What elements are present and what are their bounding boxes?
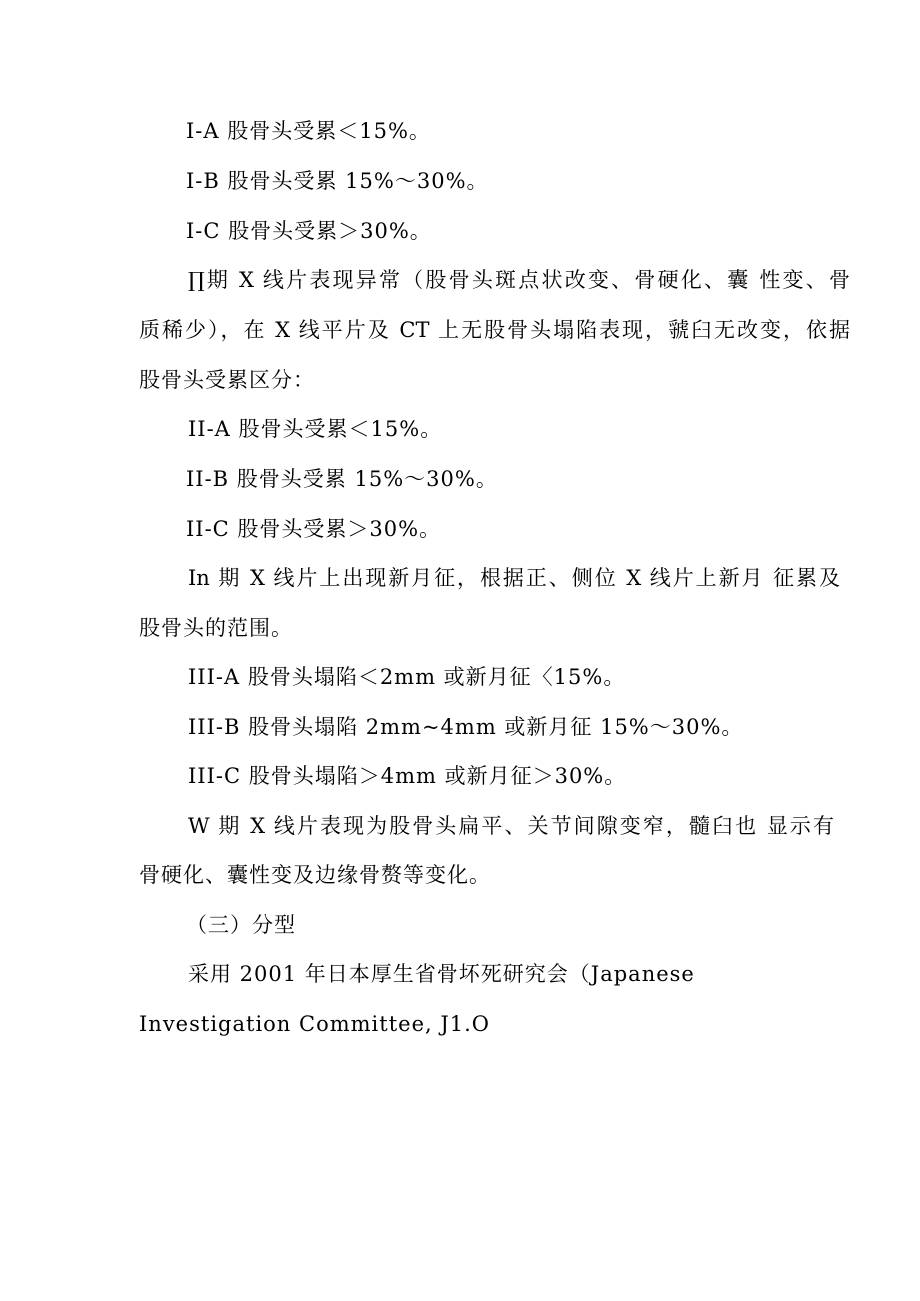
stage-3b-line: III-B 股骨头塌陷 2mm~4mm 或新月征 15%～30%。 bbox=[188, 715, 744, 739]
stage-2a-line: II-A 股骨头受累＜15%。 bbox=[188, 417, 443, 441]
classification-paragraph-line-2: Investigation Committee, J1.O bbox=[139, 1012, 491, 1036]
stage-4-paragraph-line-2: 骨硬化、囊性变及边缘骨赘等变化。 bbox=[139, 863, 491, 887]
stage-2c-line: II-C 股骨头受累＞30%。 bbox=[186, 517, 442, 541]
stage-3-paragraph-line-1: In 期 X 线片上出现新月征，根据正、侧位 X 线片上新月 征累及 bbox=[188, 566, 840, 590]
stage-1c-line: I-C 股骨头受累＞30%。 bbox=[186, 219, 432, 243]
classification-paragraph-line-1: 采用 2001 年日本厚生省骨坏死研究会（Japanese bbox=[188, 962, 695, 986]
stage-1b-line: I-B 股骨头受累 15%～30%。 bbox=[186, 169, 489, 193]
section-heading-classification: （三）分型 bbox=[186, 913, 296, 937]
stage-3a-line: III-A 股骨头塌陷＜2mm 或新月征〈15%。 bbox=[188, 665, 626, 689]
stage-3-paragraph-line-2: 股骨头的范围。 bbox=[139, 616, 293, 640]
stage-3c-line: III-C 股骨头塌陷＞4mm 或新月征＞30%。 bbox=[188, 764, 627, 788]
stage-2-paragraph-line-3: 股骨头受累区分： bbox=[139, 368, 315, 392]
stage-2-paragraph-line-1: ∏期 X 线片表现异常（股骨头斑点状改变、骨硬化、囊 性变、骨 bbox=[188, 268, 850, 292]
stage-2b-line: II-B 股骨头受累 15%～30%。 bbox=[186, 467, 498, 491]
stage-2-paragraph-line-2: 质稀少），在 X 线平片及 CT 上无股骨头塌陷表现，虢臼无改变，依据 bbox=[139, 318, 850, 342]
stage-4-paragraph-line-1: W 期 X 线片表现为股骨头扁平、关节间隙变窄，髓臼也 显示有 bbox=[188, 814, 834, 838]
stage-1a-line: I-A 股骨头受累＜15%。 bbox=[186, 119, 431, 143]
